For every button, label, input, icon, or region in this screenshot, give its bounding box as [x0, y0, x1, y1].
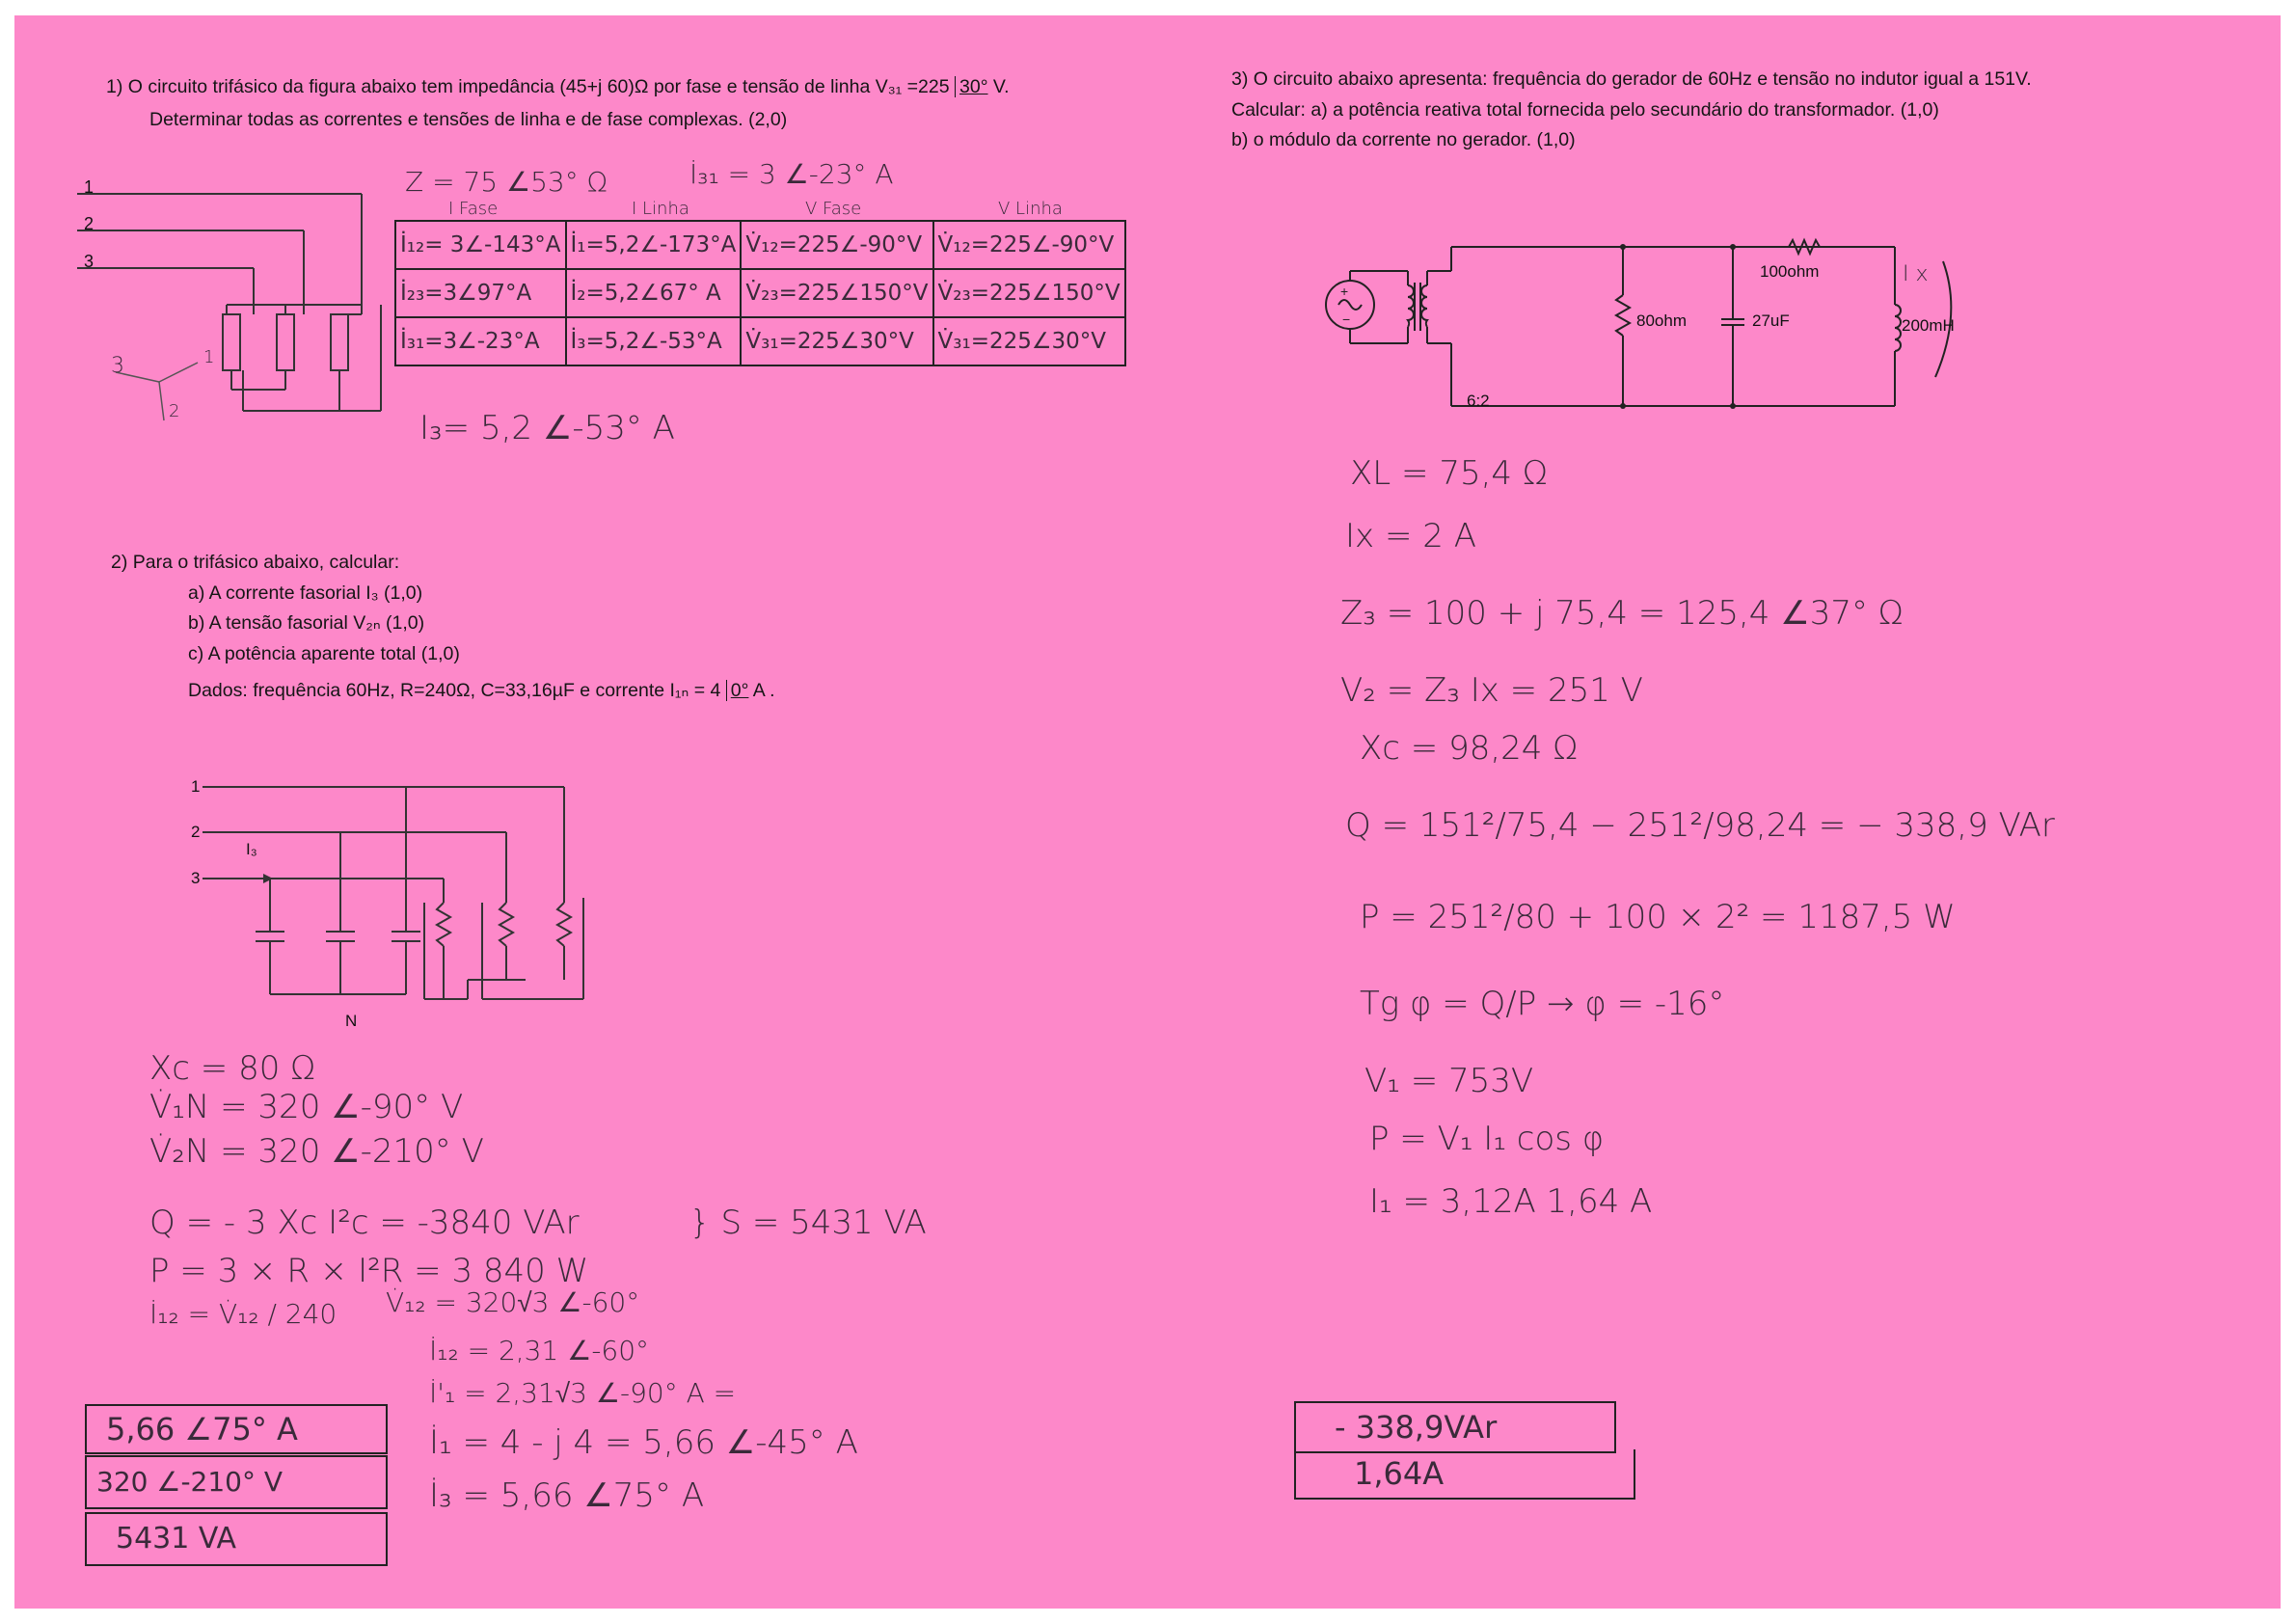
q1-header-v-linha: V Linha	[998, 199, 1063, 219]
q2-hw-s-total: } S = 5431 VA	[689, 1204, 927, 1242]
q2-hw-v1n: V̇₁N = 320 ∠-90° V	[149, 1088, 464, 1126]
q1-header-i-linha: I Linha	[632, 199, 689, 219]
q2-terminal-2: 2	[191, 823, 201, 841]
q2-hw-v12: V̇₁₂ = 320√3 ∠-60°	[386, 1286, 640, 1318]
svg-text:−: −	[1342, 311, 1351, 327]
q1-phasor-label-2: 2	[169, 401, 180, 421]
q2-terminal-1: 1	[191, 777, 201, 796]
table-row	[395, 317, 1125, 365]
q2-hw-xc: Xc = 80 Ω	[149, 1049, 316, 1088]
svg-text:+: +	[1340, 284, 1349, 299]
table-cell: İ₂₃=3∠97°A	[395, 269, 566, 317]
q1-phasor-label-1: 1	[203, 347, 215, 367]
q3-hw-p-cos: P = V₁ I₁ cos φ	[1369, 1120, 1605, 1158]
table-cell: V̇₃₁=225∠30°V	[933, 317, 1125, 365]
q3-hw-v1: V₁ = 753V	[1364, 1062, 1534, 1100]
q3-statement-line1: 3) O circuito abaixo apresenta: frequência do gerador de 60Hz e tensão no indutor igual a 151V.	[1231, 68, 2032, 90]
q2-data-angle: 0°	[726, 680, 749, 701]
q2-answer-a-box: 5,66 ∠75° A	[85, 1404, 388, 1454]
q2-item-b: b) A tensão fasorial V₂ₙ (1,0)	[188, 612, 425, 634]
q2-circuit-diagram	[188, 763, 612, 1014]
q2-hw-i1-prime: İ'₁ = 2,31√3 ∠-90° A =	[429, 1377, 737, 1409]
q2-hw-i12-formula: İ₁₂ = V̇₁₂ / 240	[149, 1298, 338, 1330]
q2-item-a: a) A corrente fasorial I₃ (1,0)	[188, 582, 423, 604]
table-cell: V̇₂₃=225∠150°V	[933, 269, 1125, 317]
q2-hw-q: Q = - 3 Xc I²c = -3840 VAr	[149, 1204, 580, 1242]
q2-hw-i12: İ₁₂ = 2,31 ∠-60°	[429, 1335, 650, 1366]
q1-angle: 30°	[955, 76, 988, 97]
table-cell: V̇₁₂=225∠-90°V	[741, 221, 932, 269]
q3-hw-ix: Ix = 2 A	[1345, 517, 1476, 555]
q1-hw-i31: İ₃₁ = 3 ∠-23° A	[689, 158, 894, 190]
q2-terminal-3: 3	[191, 869, 201, 887]
q1-header-i-fase: I Fase	[448, 199, 499, 219]
q1-hw-i3: I₃= 5,2 ∠-53° A	[419, 409, 675, 447]
table-cell: V̇₃₁=225∠30°V	[741, 317, 932, 365]
q3-label-100ohm: 100ohm	[1760, 262, 1820, 281]
q3-hw-xl: XL = 75,4 Ω	[1350, 454, 1548, 493]
q3-hw-q: Q = 151²/75,4 − 251²/98,24 = − 338,9 VAr	[1345, 806, 2055, 845]
q2-title: 2) Para o trifásico abaixo, calcular:	[111, 552, 400, 573]
table-row	[395, 269, 1125, 317]
q2-hw-i1: İ₁ = 4 - j 4 = 5,66 ∠-45° A	[429, 1423, 858, 1462]
table-cell: İ₃₁=3∠-23°A	[395, 317, 566, 365]
q2-hw-p: P = 3 × R × I²R = 3 840 W	[149, 1252, 589, 1290]
table-cell: İ₂=5,2∠67° A	[566, 269, 742, 317]
table-cell: İ₃=5,2∠-53°A	[566, 317, 742, 365]
q2-item-c: c) A potência aparente total (1,0)	[188, 643, 460, 664]
q2-i3-label: I₃	[246, 840, 257, 858]
q2-answer-c-box: 5431 VA	[85, 1512, 388, 1566]
q1-circuit-diagram	[72, 170, 391, 449]
q3-answer-a-box: - 338,9VAr	[1294, 1401, 1616, 1453]
q3-label-80ohm: 80ohm	[1636, 311, 1687, 330]
q3-hw-z3: Z₃ = 100 + j 75,4 = 125,4 ∠37° Ω	[1340, 594, 1904, 633]
q3-label-ratio: 6:2	[1467, 392, 1490, 410]
table-row	[395, 221, 1125, 269]
q2-answer-b-box: 320 ∠-210° V	[85, 1455, 388, 1509]
q3-statement-line3: b) o módulo da corrente no gerador. (1,0)	[1231, 129, 1576, 150]
q3-hw-i1: I₁ = 3,12A 1,64 A	[1369, 1182, 1653, 1221]
q3-answer-b-box: 1,64A	[1294, 1449, 1635, 1500]
q1-terminal-1: 1	[84, 177, 95, 197]
q3-label-ix: I x	[1903, 262, 1929, 286]
q2-hw-v2n: V̇₂N = 320 ∠-210° V	[149, 1132, 484, 1171]
q1-results-table	[394, 220, 1126, 366]
q3-label-200mh: 200mH	[1902, 316, 1955, 335]
q1-terminal-3: 3	[84, 252, 95, 271]
q3-hw-p: P = 251²/80 + 100 × 2² = 1187,5 W	[1360, 898, 1956, 936]
q3-label-27uf: 27uF	[1752, 311, 1790, 330]
q1-statement-line1: 1) O circuito trifásico da figura abaixo tem impedância (45+j 60)Ω por fase e tensão de linha V₃₁ =225 30° V.	[106, 76, 1010, 97]
q1-header-v-fase: V Fase	[805, 199, 862, 219]
table-cell: V̇₁₂=225∠-90°V	[933, 221, 1125, 269]
q2-data-line: Dados: frequência 60Hz, R=240Ω, C=33,16µF e corrente I₁ₙ = 4 0° A .	[188, 680, 775, 701]
table-cell: İ₁=5,2∠-173°A	[566, 221, 742, 269]
worksheet	[14, 15, 2281, 1609]
q3-statement-line2: Calcular: a) a potência reativa total fornecida pelo secundário do transformador. (1,0)	[1231, 99, 1939, 121]
q1-phasor-label-3: 3	[111, 354, 124, 378]
q1-terminal-2: 2	[84, 214, 95, 233]
table-cell: V̇₂₃=225∠150°V	[741, 269, 932, 317]
table-cell: İ₁₂= 3∠-143°A	[395, 221, 566, 269]
q3-hw-v2: V₂ = Z₃ Ix = 251 V	[1340, 671, 1643, 710]
q1-statement-line2: Determinar todas as correntes e tensões de linha e de fase complexas. (2,0)	[149, 109, 788, 130]
q2-neutral-label: N	[345, 1012, 358, 1030]
q3-hw-xc: Xc = 98,24 Ω	[1360, 729, 1579, 768]
q3-hw-tg: Tg φ = Q/P → φ = -16°	[1360, 985, 1725, 1023]
q1-hw-impedance: Z = 75 ∠53° Ω	[405, 166, 608, 198]
q2-hw-i3: İ₃ = 5,66 ∠75° A	[429, 1476, 705, 1515]
